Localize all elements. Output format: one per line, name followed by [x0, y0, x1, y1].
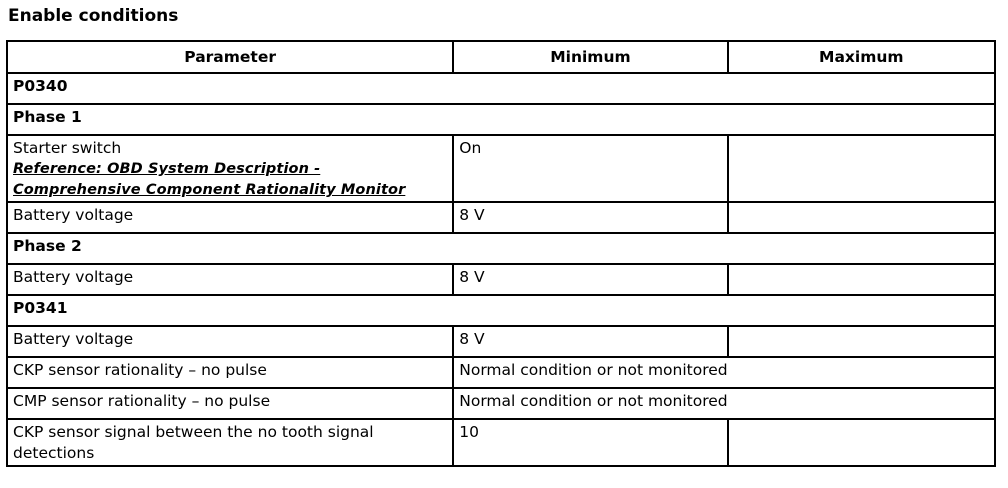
phase-row-p0340-phase1 — [7, 104, 995, 135]
parameter-cell — [7, 419, 453, 466]
table-header-row — [7, 41, 995, 73]
column-header-maximum: Maximum — [728, 41, 995, 73]
value-cell: Normal condition or not monitored — [453, 357, 995, 388]
parameter-name: Starter switch — [13, 139, 122, 157]
table-row-starter-switch — [7, 135, 995, 202]
parameter-name-line1: CKP sensor signal between the no tooth signal — [13, 423, 374, 441]
parameter-cell: Battery voltage — [7, 326, 453, 357]
value-cell: Normal condition or not monitored — [453, 388, 995, 419]
maximum-cell — [728, 202, 995, 233]
column-header-minimum: Minimum — [453, 41, 727, 73]
table-row-battery-voltage-p0341 — [7, 326, 995, 357]
group-row-p0340 — [7, 73, 995, 104]
reference-link-line2[interactable]: Comprehensive Component Rationality Monitor — [13, 182, 406, 198]
group-row-p0341 — [7, 295, 995, 326]
minimum-cell: 8 V — [453, 202, 727, 233]
minimum-cell: 10 — [453, 419, 727, 466]
maximum-cell — [728, 326, 995, 357]
column-header-parameter: Parameter — [7, 41, 453, 73]
minimum-cell: 8 V — [453, 326, 727, 357]
table-row-battery-voltage-p0340-phase1 — [7, 202, 995, 233]
table-row-cmp-rationality — [7, 388, 995, 419]
parameter-cell: CKP sensor rationality – no pulse — [7, 357, 453, 388]
phase-row-p0340-phase2 — [7, 233, 995, 264]
maximum-cell — [728, 419, 995, 466]
maximum-cell — [728, 135, 995, 202]
phase-label-p0340-phase2: Phase 2 — [7, 233, 995, 264]
parameter-cell: Battery voltage — [7, 264, 453, 295]
reference-link-line1[interactable]: Reference: OBD System Description - — [13, 161, 321, 177]
parameter-name-line2: detections — [13, 444, 95, 462]
parameter-cell: CMP sensor rationality – no pulse — [7, 388, 453, 419]
minimum-cell: 8 V — [453, 264, 727, 295]
parameter-cell — [7, 135, 453, 202]
table-row-battery-voltage-p0340-phase2 — [7, 264, 995, 295]
table-row-ckp-rationality — [7, 357, 995, 388]
phase-label-p0340-phase1: Phase 1 — [7, 104, 995, 135]
parameter-cell: Battery voltage — [7, 202, 453, 233]
enable-conditions-table — [6, 40, 996, 467]
page-title: Enable conditions — [8, 6, 179, 26]
maximum-cell — [728, 264, 995, 295]
table-row-ckp-signal — [7, 419, 995, 466]
group-label-p0340: P0340 — [7, 73, 995, 104]
minimum-cell: On — [453, 135, 727, 202]
group-label-p0341: P0341 — [7, 295, 995, 326]
